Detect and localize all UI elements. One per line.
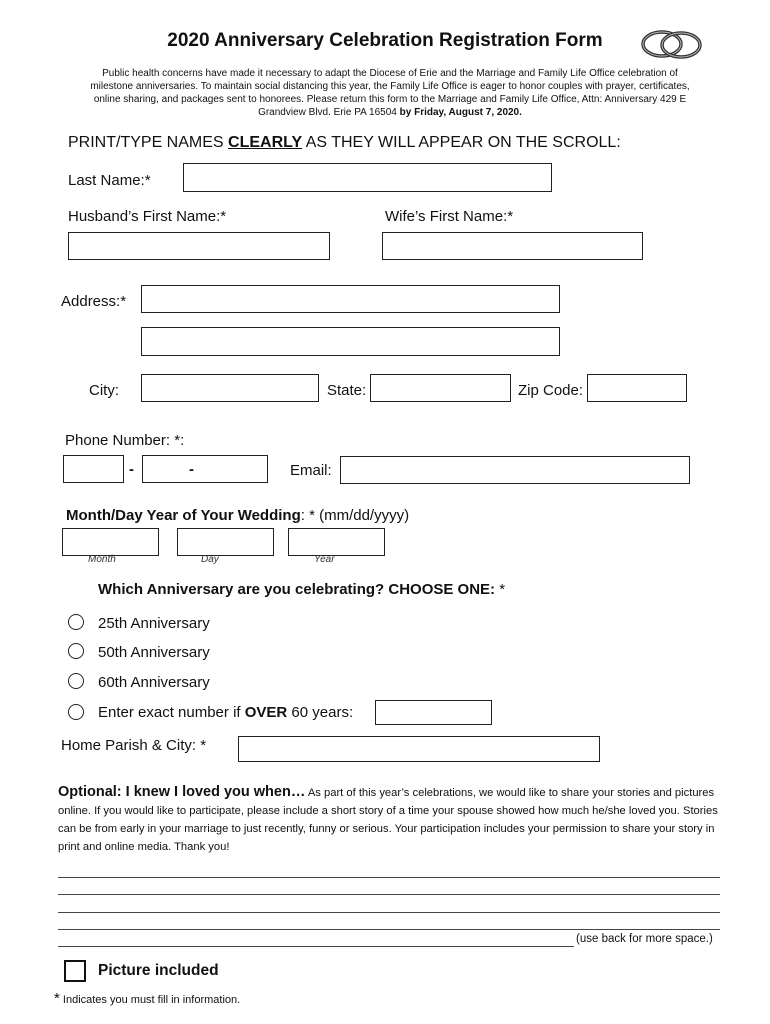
story-line-1[interactable]	[58, 877, 720, 878]
optional-text: As part of this year’s celebrations, we would like to share your stories and pictures online. If you would like to participate, please include a short story of a time your spouse showed how much he/she loved you. Stories can be from early in your marriage to just recently, funny or serious. Your participation includes your permission to share your story in print and online media. Thank you!	[58, 787, 718, 853]
phone-dash-2: -	[189, 461, 194, 478]
last-name-label: Last Name:*	[68, 172, 151, 189]
story-line-2[interactable]	[58, 894, 720, 895]
option-25th-label: 25th Anniversary	[98, 615, 210, 632]
wedding-rings-icon	[638, 24, 704, 64]
footnote-text: Indicates you must fill in information.	[59, 994, 241, 1006]
wife-first-name-field[interactable]	[382, 232, 643, 260]
radio-over-60[interactable]	[68, 704, 84, 720]
zip-code-field[interactable]	[587, 374, 687, 402]
story-line-5[interactable]	[58, 946, 574, 947]
wedding-year-field[interactable]	[288, 528, 385, 556]
print-prefix: PRINT/TYPE NAMES	[68, 134, 229, 151]
over-60-years-field[interactable]	[375, 700, 492, 725]
city-field[interactable]	[141, 374, 319, 402]
optional-story-paragraph	[58, 783, 728, 856]
story-line-3[interactable]	[58, 912, 720, 913]
state-label: State:	[327, 382, 367, 399]
wedding-date-label-bold: Month/Day Year of Your Wedding	[66, 507, 301, 524]
husband-first-name-label: Husband’s First Name:*	[68, 208, 227, 225]
over-suffix: 60 years:	[287, 704, 354, 721]
story-line-4[interactable]	[58, 929, 720, 930]
anniversary-question-star: *	[495, 581, 506, 598]
husband-first-name-field[interactable]	[68, 232, 330, 260]
month-caption: Month	[88, 554, 116, 565]
email-field[interactable]	[340, 456, 690, 484]
wife-first-name-label: Wife’s First Name:*	[385, 208, 514, 225]
option-50th-label: 50th Anniversary	[98, 644, 210, 661]
wedding-month-field[interactable]	[62, 528, 159, 556]
picture-included-label: Picture included	[98, 962, 219, 979]
intro-text: Public health concerns have made it necessary to adapt the Diocese of Erie and the Marriage and Family Life Office celebration of milestone anniversaries. To maintain social distancing this year, the Family Life Office is eager to honor couples with prayer, certificates, online sharing, and packages sent to honorees. Please return this form to the Marriage and Family Life Office, Attn: Anniversary 429 E Grandview Blvd. Erie PA 16504	[90, 68, 690, 118]
day-caption: Day	[201, 554, 219, 565]
email-label: Email:	[290, 462, 332, 479]
optional-heading: Optional: I knew I loved you when…	[58, 784, 306, 800]
use-back-note: (use back for more space.)	[576, 933, 713, 945]
print-suffix: AS THEY WILL APPEAR ON THE SCROLL:	[302, 134, 621, 151]
print-names-heading	[68, 134, 621, 152]
state-field[interactable]	[370, 374, 511, 402]
intro-deadline: by Friday, August 7, 2020.	[399, 107, 522, 118]
zip-code-label: Zip Code:	[518, 382, 584, 399]
address-label: Address:*	[61, 293, 127, 310]
radio-25th-anniversary[interactable]	[68, 614, 84, 630]
print-clearly: CLEARLY	[228, 134, 303, 151]
home-parish-field[interactable]	[238, 736, 600, 762]
intro-paragraph	[80, 67, 700, 119]
address-line2-field[interactable]	[141, 327, 560, 356]
required-footnote	[54, 990, 240, 1007]
address-line1-field[interactable]	[141, 285, 560, 313]
wedding-date-label	[66, 507, 409, 524]
phone-number-label: Phone Number: *:	[65, 432, 185, 449]
radio-50th-anniversary[interactable]	[68, 643, 84, 659]
radio-60th-anniversary[interactable]	[68, 673, 84, 689]
picture-included-checkbox[interactable]	[64, 960, 86, 982]
anniversary-question-text: Which Anniversary are you celebrating? CHOOSE ONE:	[98, 581, 496, 598]
option-60th-label: 60th Anniversary	[98, 674, 210, 691]
home-parish-label: Home Parish & City: *	[61, 737, 207, 754]
over-bold: OVER	[244, 704, 288, 721]
wedding-date-label-rest: : * (mm/dd/yyyy)	[300, 507, 410, 524]
phone-area-code-field[interactable]	[63, 455, 124, 483]
option-over-60-label	[98, 704, 353, 721]
phone-dash-1: -	[129, 461, 134, 478]
last-name-field[interactable]	[183, 163, 552, 192]
phone-number-field[interactable]	[142, 455, 268, 483]
city-label: City:	[89, 382, 119, 399]
over-prefix: Enter exact number if	[98, 704, 245, 721]
wedding-day-field[interactable]	[177, 528, 274, 556]
footnote-star: *	[54, 990, 60, 1007]
year-caption: Year	[314, 554, 335, 565]
anniversary-question	[98, 581, 505, 598]
form-title: 2020 Anniversary Celebration Registration Form	[167, 30, 603, 51]
